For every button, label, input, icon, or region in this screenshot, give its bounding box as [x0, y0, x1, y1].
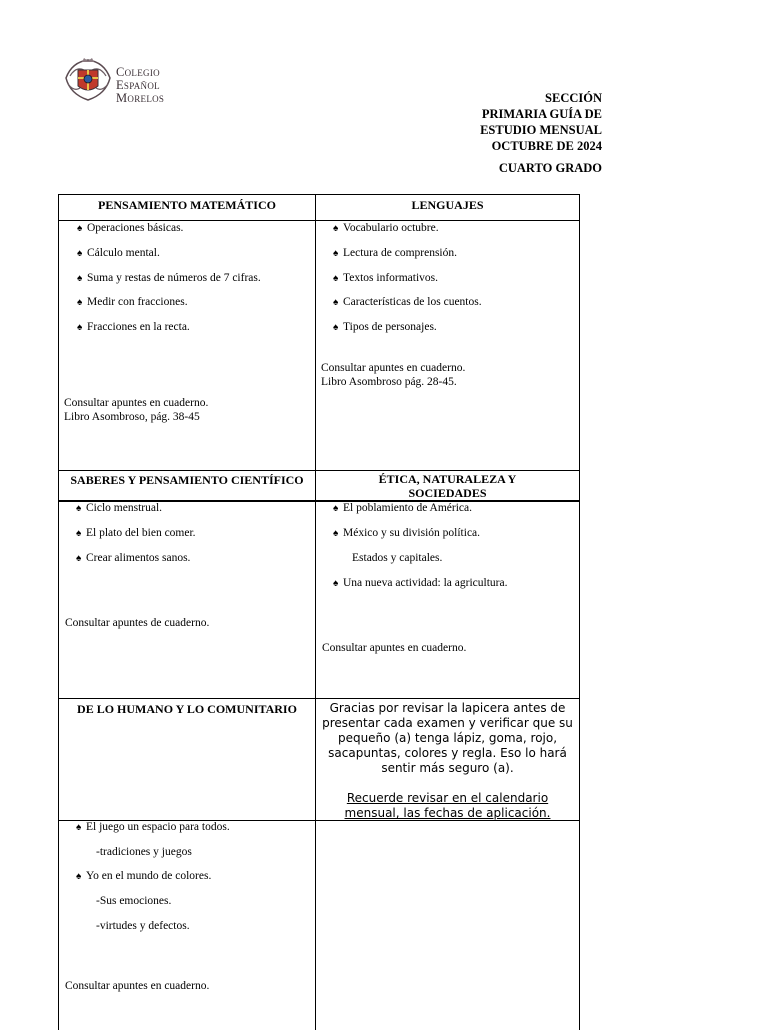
- languages-note: [321, 361, 465, 389]
- note-line: Consultar apuntes en cuaderno.: [322, 642, 467, 654]
- math-note: [64, 396, 208, 424]
- spade-bullet-icon: ♠: [76, 822, 82, 833]
- list-item-text: Operaciones básicas.: [87, 222, 184, 234]
- spade-bullet-icon: ♠: [333, 248, 339, 259]
- math-heading: [58, 194, 316, 221]
- list-item-text: Características de los cuentos.: [343, 296, 482, 308]
- header-title-line2: ESTUDIO MENSUAL: [480, 123, 602, 137]
- list-item-text: Suma y restas de números de 7 cifras.: [87, 272, 261, 284]
- note-line: Libro Asombroso pág. 28-45.: [321, 376, 457, 388]
- human-heading: [58, 698, 316, 821]
- list-item: [77, 247, 160, 259]
- spade-bullet-icon: ♠: [333, 322, 339, 333]
- list-subitem: [96, 846, 192, 858]
- list-item-text: Vocabulario octubre.: [343, 222, 439, 234]
- list-item: [333, 222, 439, 234]
- list-item-text: El juego un espacio para todos.: [86, 821, 230, 833]
- list-item-text: Yo en el mundo de colores.: [86, 870, 212, 882]
- list-subitem-text: -Sus emociones.: [96, 895, 172, 907]
- languages-heading-text: LENGUAJES: [411, 198, 484, 212]
- math-heading-text: PENSAMIENTO MATEMÁTICO: [98, 198, 276, 212]
- list-item: [333, 577, 507, 589]
- logo-line-1: Colegio: [116, 65, 160, 79]
- spade-bullet-icon: ♠: [333, 578, 339, 589]
- list-item: [333, 502, 472, 514]
- list-subitem: [96, 920, 190, 932]
- list-item: [333, 296, 482, 308]
- science-heading-text: SABERES Y PENSAMIENTO CIENTÍFICO: [70, 473, 304, 487]
- empty-cell: [315, 820, 580, 1030]
- spade-bullet-icon: ♠: [76, 528, 82, 539]
- spade-bullet-icon: ♠: [77, 297, 83, 308]
- header-grade: CUARTO GRADO: [498, 161, 602, 175]
- reminder-line: Recuerde revisar en el calendario: [346, 791, 549, 805]
- ethics-note: [322, 641, 466, 655]
- list-item: [333, 272, 438, 284]
- science-content: [58, 501, 316, 699]
- spade-bullet-icon: ♠: [333, 223, 339, 234]
- ethics-heading-line2: SOCIEDADES: [408, 486, 487, 500]
- science-heading: [58, 470, 316, 502]
- list-item: [77, 321, 190, 333]
- parent-message: [315, 698, 580, 821]
- list-subitem-text: Estados y capitales.: [352, 552, 443, 564]
- spade-bullet-icon: ♠: [333, 528, 339, 539]
- message-line: sentir más seguro (a).: [381, 761, 514, 775]
- ethics-heading: [315, 470, 580, 502]
- list-item-text: Una nueva actividad: la agricultura.: [343, 577, 508, 589]
- logo-line-3: Morelos: [116, 91, 165, 105]
- list-item-text: México y su división política.: [343, 527, 481, 539]
- spade-bullet-icon: ♠: [76, 553, 82, 564]
- list-item: [76, 870, 211, 882]
- note-line: Consultar apuntes en cuaderno.: [65, 980, 210, 992]
- list-item: [77, 272, 261, 284]
- list-item: [76, 527, 196, 539]
- spade-bullet-icon: ♠: [77, 248, 83, 259]
- list-subitem-text: -tradiciones y juegos: [96, 846, 192, 858]
- list-item-text: Ciclo menstrual.: [86, 502, 163, 514]
- spade-bullet-icon: ♠: [333, 273, 339, 284]
- reminder-line: mensual, las fechas de aplicación.: [344, 806, 551, 820]
- message-line: pequeño (a) tenga lápiz, goma, rojo,: [337, 731, 558, 745]
- languages-content: [315, 220, 580, 471]
- list-item: [76, 552, 190, 564]
- spade-bullet-icon: ♠: [77, 223, 83, 234]
- list-item: [77, 296, 188, 308]
- study-guide-table: [58, 194, 580, 1024]
- languages-heading: [315, 194, 580, 221]
- list-subitem: [96, 895, 171, 907]
- list-item-text: El poblamiento de América.: [343, 502, 473, 514]
- note-line: Consultar apuntes de cuaderno.: [65, 617, 210, 629]
- header-section: SECCIÓN: [545, 91, 602, 105]
- school-crest-icon: [62, 54, 114, 104]
- header-title-line1: PRIMARIA GUÍA DE: [481, 107, 602, 121]
- note-line: Consultar apuntes en cuaderno.: [64, 397, 209, 409]
- list-subitem-text: -virtudes y defectos.: [96, 920, 190, 932]
- list-item-text: Crear alimentos sanos.: [86, 552, 191, 564]
- document-header: [440, 90, 602, 176]
- list-item-text: Tipos de personajes.: [343, 321, 437, 333]
- message-line: presentar cada examen y verificar que su: [322, 716, 573, 730]
- list-item-text: Textos informativos.: [343, 272, 439, 284]
- list-item-text: Cálculo mental.: [87, 247, 160, 259]
- logo-line-2: Español: [116, 78, 160, 92]
- human-heading-text: DE LO HUMANO Y LO COMUNITARIO: [77, 702, 297, 716]
- human-content: [58, 820, 316, 1030]
- spade-bullet-icon: ♠: [333, 503, 339, 514]
- list-item: [333, 321, 437, 333]
- math-content: [58, 220, 316, 471]
- list-subitem: [352, 552, 442, 564]
- list-item: [76, 821, 230, 833]
- list-item-text: Lectura de comprensión.: [343, 247, 457, 259]
- note-line: Libro Asombroso, pág. 38-45: [64, 411, 200, 423]
- list-item-text: Fracciones en la recta.: [87, 321, 190, 333]
- school-logo: [62, 54, 182, 106]
- list-item-text: Medir con fracciones.: [87, 296, 188, 308]
- header-title-line3: OCTUBRE DE 2024: [491, 139, 602, 153]
- spade-bullet-icon: ♠: [77, 322, 83, 333]
- list-item-text: El plato del bien comer.: [86, 527, 196, 539]
- spade-bullet-icon: ♠: [76, 503, 82, 514]
- message-line: sacapuntas, colores y regla. Eso lo hará: [328, 746, 567, 760]
- spade-bullet-icon: ♠: [77, 273, 83, 284]
- science-note: [65, 616, 209, 630]
- ethics-content: [315, 501, 580, 699]
- human-note: [65, 979, 209, 993]
- ethics-heading-line1: ÉTICA, NATURALEZA Y: [378, 472, 517, 486]
- list-item: [77, 222, 183, 234]
- spade-bullet-icon: ♠: [76, 871, 82, 882]
- note-line: Consultar apuntes en cuaderno.: [321, 362, 466, 374]
- list-item: [333, 247, 457, 259]
- list-item: [76, 502, 162, 514]
- spade-bullet-icon: ♠: [333, 297, 339, 308]
- list-item: [333, 527, 480, 539]
- message-line: Gracias por revisar la lapicera antes de: [329, 701, 566, 715]
